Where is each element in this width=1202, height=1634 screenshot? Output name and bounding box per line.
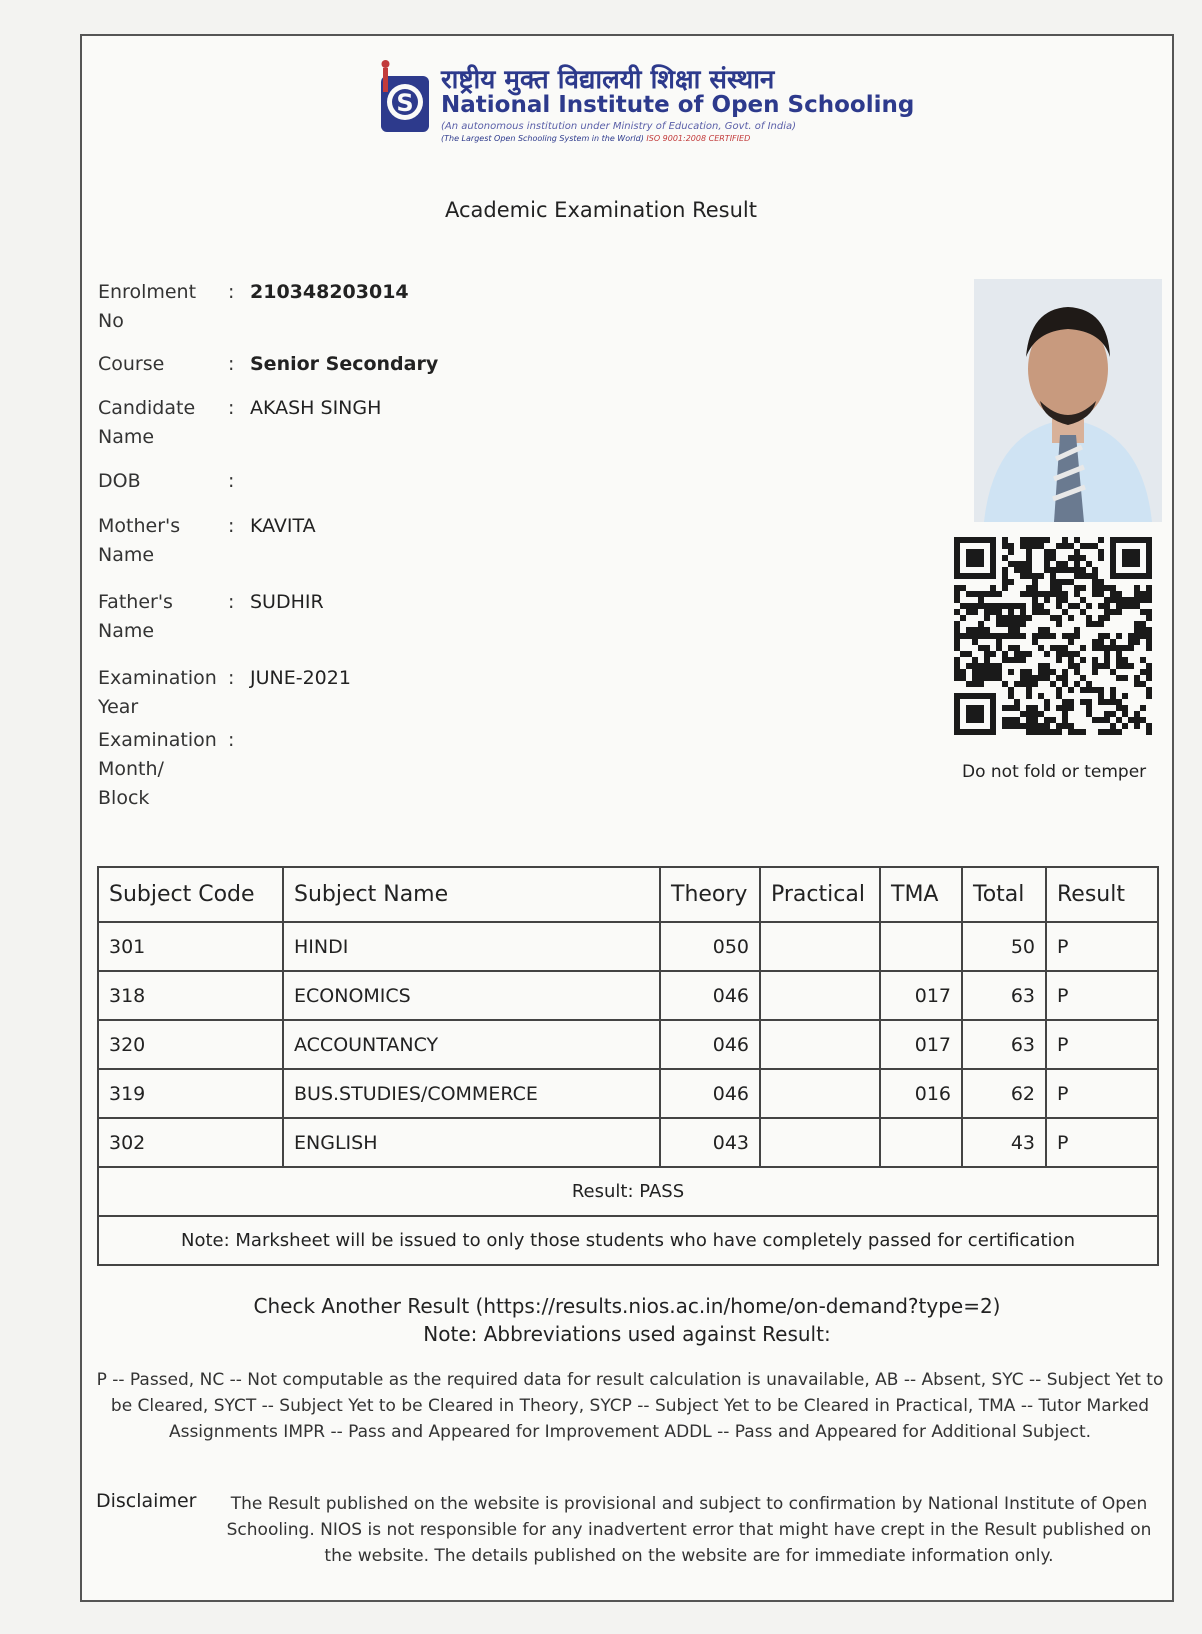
overall-result: Result: PASS: [98, 1167, 1158, 1216]
column-header: Total: [962, 867, 1046, 922]
table-header-row: [98, 867, 1158, 922]
table-cell: ENGLISH: [283, 1118, 660, 1167]
header: [375, 58, 915, 148]
table-cell: 43: [962, 1118, 1046, 1167]
table-cell: 017: [880, 971, 962, 1020]
detail-row-course: Course : Senior Secondary: [98, 350, 898, 394]
column-header: Practical: [760, 867, 880, 922]
table-cell: ACCOUNTANCY: [283, 1020, 660, 1069]
org-name-part1: National Institute of: [441, 92, 704, 118]
detail-label: Examination Year: [98, 667, 217, 718]
column-header: Subject Code: [98, 867, 283, 922]
check-another-result: [0, 1294, 1202, 1318]
table-cell: 046: [660, 1069, 760, 1118]
fold-note: Do not fold or temper: [962, 762, 1147, 782]
table-cell: 016: [880, 1069, 962, 1118]
org-name-hindi: राष्ट्रीय मुक्त विद्यालयी शिक्षा संस्थान: [441, 65, 775, 95]
table-cell: P: [1046, 1020, 1158, 1069]
table-cell: ECONOMICS: [283, 971, 660, 1020]
detail-label: Examination Month/ Block: [98, 729, 217, 809]
table-cell: [760, 971, 880, 1020]
table-cell: 319: [98, 1069, 283, 1118]
detail-label: Mother's Name: [98, 515, 181, 566]
detail-row-enrolment: Enrolment No : 210348203014: [98, 278, 898, 350]
detail-label: Enrolment No: [98, 281, 197, 332]
table-cell: 046: [660, 971, 760, 1020]
svg-text:S: S: [396, 89, 414, 117]
table-row: [98, 1118, 1158, 1167]
table-cell: P: [1046, 1069, 1158, 1118]
detail-label: Father's Name: [98, 591, 173, 642]
detail-value: SUDHIR: [250, 591, 324, 613]
table-cell: [760, 1020, 880, 1069]
detail-value: 210348203014: [250, 281, 409, 303]
detail-row-father-name: Father's Name : SUDHIR: [98, 588, 898, 664]
detail-value: Senior Secondary: [250, 353, 439, 375]
detail-row-exam-block: Examination Month/ Block :: [98, 726, 898, 814]
result-row: [98, 1167, 1158, 1216]
table-cell: 62: [962, 1069, 1046, 1118]
column-header: TMA: [880, 867, 962, 922]
detail-value: KAVITA: [250, 515, 316, 537]
iso-label: ISO 9001:2008 CERTIFIED: [646, 134, 751, 143]
table-cell: 301: [98, 922, 283, 971]
table-cell: 50: [962, 922, 1046, 971]
table-cell: 302: [98, 1118, 283, 1167]
column-header: Subject Name: [283, 867, 660, 922]
qr-code-icon: [954, 537, 1152, 735]
abbreviations-text: P -- Passed, NC -- Not computable as the required data for result calculation is unavailable, AB -- Absent, SYC -- Subject Yet to be Cleared, SYCT -- Subject Yet to be Cleared in Theory, SYCP -- Subject Yet to be Cleared in Practical, TMA -- Tutor Marked Assignments IMPR -- Pass and Appeared for Improvement ADDL -- Pass and Appeared for Additional Subject.: [96, 1370, 1164, 1442]
table-cell: [880, 1118, 962, 1167]
check-another-link[interactable]: (https://results.nios.ac.in/home/on-demand?type=2): [475, 1294, 1001, 1318]
table-cell: [760, 922, 880, 971]
table-cell: 318: [98, 971, 283, 1020]
detail-label: Course: [98, 353, 165, 375]
candidate-details: [98, 278, 898, 814]
detail-row-mother-name: Mother's Name : KAVITA: [98, 512, 898, 588]
candidate-photo: [974, 279, 1162, 522]
table-row: [98, 971, 1158, 1020]
detail-label: DOB: [98, 470, 141, 492]
table-cell: [760, 1118, 880, 1167]
column-header: Result: [1046, 867, 1158, 922]
check-another-label: Check Another Result: [253, 1294, 470, 1318]
table-cell: 050: [660, 922, 760, 971]
table-cell: 043: [660, 1118, 760, 1167]
detail-row-candidate-name: Candidate Name : AKASH SINGH: [98, 394, 898, 467]
candidate-photo-image: [974, 279, 1162, 522]
table-cell: P: [1046, 971, 1158, 1020]
table-cell: HINDI: [283, 922, 660, 971]
nios-logo-icon: [375, 58, 435, 138]
table-row: [98, 1020, 1158, 1069]
table-cell: P: [1046, 922, 1158, 971]
detail-value: AKASH SINGH: [250, 397, 382, 419]
table-row: [98, 1069, 1158, 1118]
table-cell: 046: [660, 1020, 760, 1069]
table-cell: 63: [962, 1020, 1046, 1069]
org-tagline-2: [441, 134, 750, 143]
detail-row-exam-year: Examination Year : JUNE-2021: [98, 664, 898, 726]
disclaimer-text: The Result published on the website is provisional and subject to confirmation by National Institute of Open Schooling. NIOS is not responsible for any inadvertent error that might have crept in the Result published on the website. The details published on the website are for immediate information only.: [226, 1494, 1152, 1566]
table-cell: P: [1046, 1118, 1158, 1167]
table-cell: 63: [962, 971, 1046, 1020]
page-title: Academic Examination Result: [445, 198, 757, 222]
marks-table: [97, 866, 1159, 1266]
table-cell: 017: [880, 1020, 962, 1069]
detail-row-dob: DOB :: [98, 467, 898, 512]
marksheet-note: Note: Marksheet will be issued to only those students who have completely passed for certification: [98, 1216, 1158, 1265]
table-row: [98, 922, 1158, 971]
note-row: [98, 1216, 1158, 1265]
table-cell: 320: [98, 1020, 283, 1069]
table-cell: [760, 1069, 880, 1118]
org-name-part2: Open Schooling: [711, 92, 915, 118]
column-header: Theory: [660, 867, 760, 922]
org-tagline-2-text: (The Largest Open Schooling System in the World): [441, 134, 644, 143]
disclaimer-label: Disclaimer: [96, 1490, 197, 1512]
abbreviations-title: Note: Abbreviations used against Result:: [423, 1322, 831, 1346]
org-name-english: [441, 92, 914, 118]
detail-value: JUNE-2021: [250, 667, 351, 689]
detail-label: Candidate Name: [98, 397, 196, 448]
org-tagline: (An autonomous institution under Ministry of Education, Govt. of India): [441, 121, 797, 132]
table-cell: BUS.STUDIES/COMMERCE: [283, 1069, 660, 1118]
table-cell: [880, 922, 962, 971]
